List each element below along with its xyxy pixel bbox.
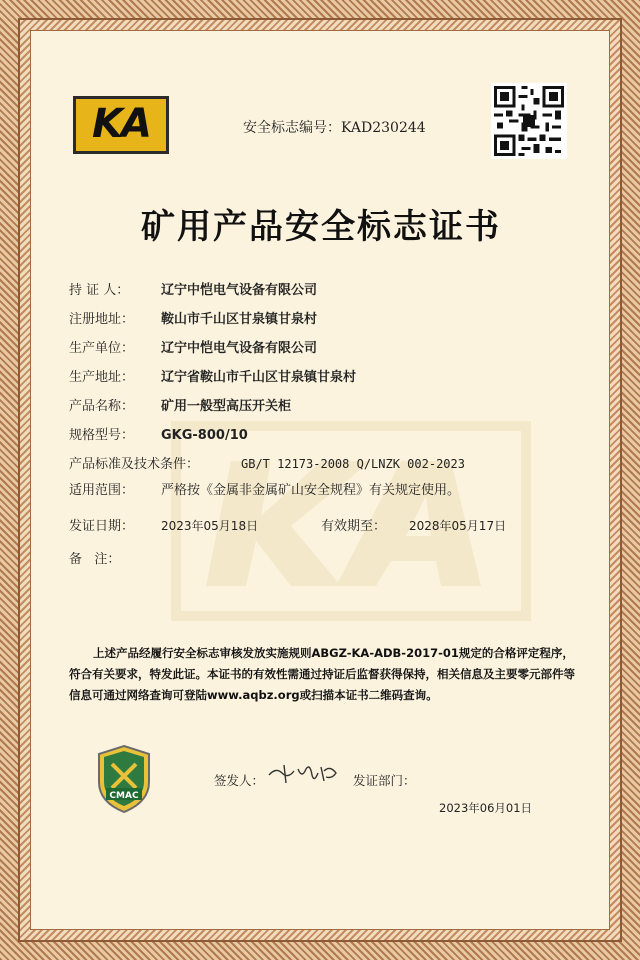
cmac-emblem: [96, 744, 152, 814]
dept-label: 发证部门：: [353, 773, 416, 788]
model-label: 规格型号：: [69, 428, 135, 443]
scope-value: 严格按《金属非金属矿山安全规程》有关规定使用。: [161, 483, 461, 498]
holder-value: 辽宁中恺电气设备有限公司: [161, 283, 318, 298]
reg-address-label: 注册地址：: [69, 312, 135, 327]
issue-date-label: 发证日期：: [69, 519, 135, 534]
issue-footer-date: 2023年06月01日: [439, 801, 533, 815]
prod-address-row: [69, 366, 356, 385]
scope-row: [69, 479, 460, 498]
certificate-title: 矿用产品安全标志证书: [141, 207, 501, 247]
serial-number-line: [243, 117, 426, 137]
valid-until-value: 2028年05月17日: [409, 519, 507, 533]
product-row: [69, 395, 291, 414]
reg-address-value: 鞍山市千山区甘泉镇甘泉村: [161, 312, 318, 327]
ka-logo: KA: [73, 96, 169, 154]
serial-number: KAD230244: [341, 120, 426, 136]
model-row: [69, 424, 248, 443]
scope-label: 适用范围：: [69, 483, 135, 498]
issuer-signature: [266, 761, 341, 787]
producer-value: 辽宁中恺电气设备有限公司: [161, 341, 318, 356]
issuer-label: 签发人：: [214, 773, 265, 788]
product-label: 产品名称：: [69, 399, 135, 414]
standard-value: GB/T 12173-2008 Q/LNZK 002-2023: [241, 457, 465, 471]
valid-until-row: [321, 515, 506, 534]
valid-until-label: 有效期至：: [321, 519, 387, 534]
qr-code[interactable]: [491, 83, 567, 159]
remark-row: [69, 548, 161, 567]
reg-address-row: [69, 308, 317, 327]
serial-label: 安全标志编号：: [243, 120, 341, 136]
producer-row: [69, 337, 317, 356]
standard-label: 产品标准及技术条件：: [69, 457, 200, 472]
cmac-text: CMAC: [109, 791, 139, 801]
producer-label: 生产单位：: [69, 341, 135, 356]
prod-address-value: 辽宁省鞍山市千山区甘泉镇甘泉村: [161, 370, 357, 385]
product-value: 矿用一般型高压开关柜: [161, 399, 292, 414]
issue-date-value: 2023年05月18日: [161, 519, 259, 533]
certificate-statement: 上述产品经履行安全标志审核发放实施规则ABGZ-KA-ADB-2017-01规定的合格评定程序，符合有关要求，特发此证。本证书的有效性需通过持证后监督获得保持，相关信息及主要零元部件等信息可通过网络查询可登陆www.aqbz.org或扫描本证书二维码查询。: [69, 646, 575, 702]
holder-label: 持 证 人：: [69, 283, 130, 298]
model-value: GKG-800/10: [161, 428, 248, 443]
prod-address-label: 生产地址：: [69, 370, 135, 385]
holder-row: [69, 279, 317, 298]
standard-row: [69, 453, 465, 472]
remark-label: 备 注：: [69, 552, 121, 567]
issue-date-row: [69, 515, 258, 534]
certificate-paper: [30, 30, 610, 930]
